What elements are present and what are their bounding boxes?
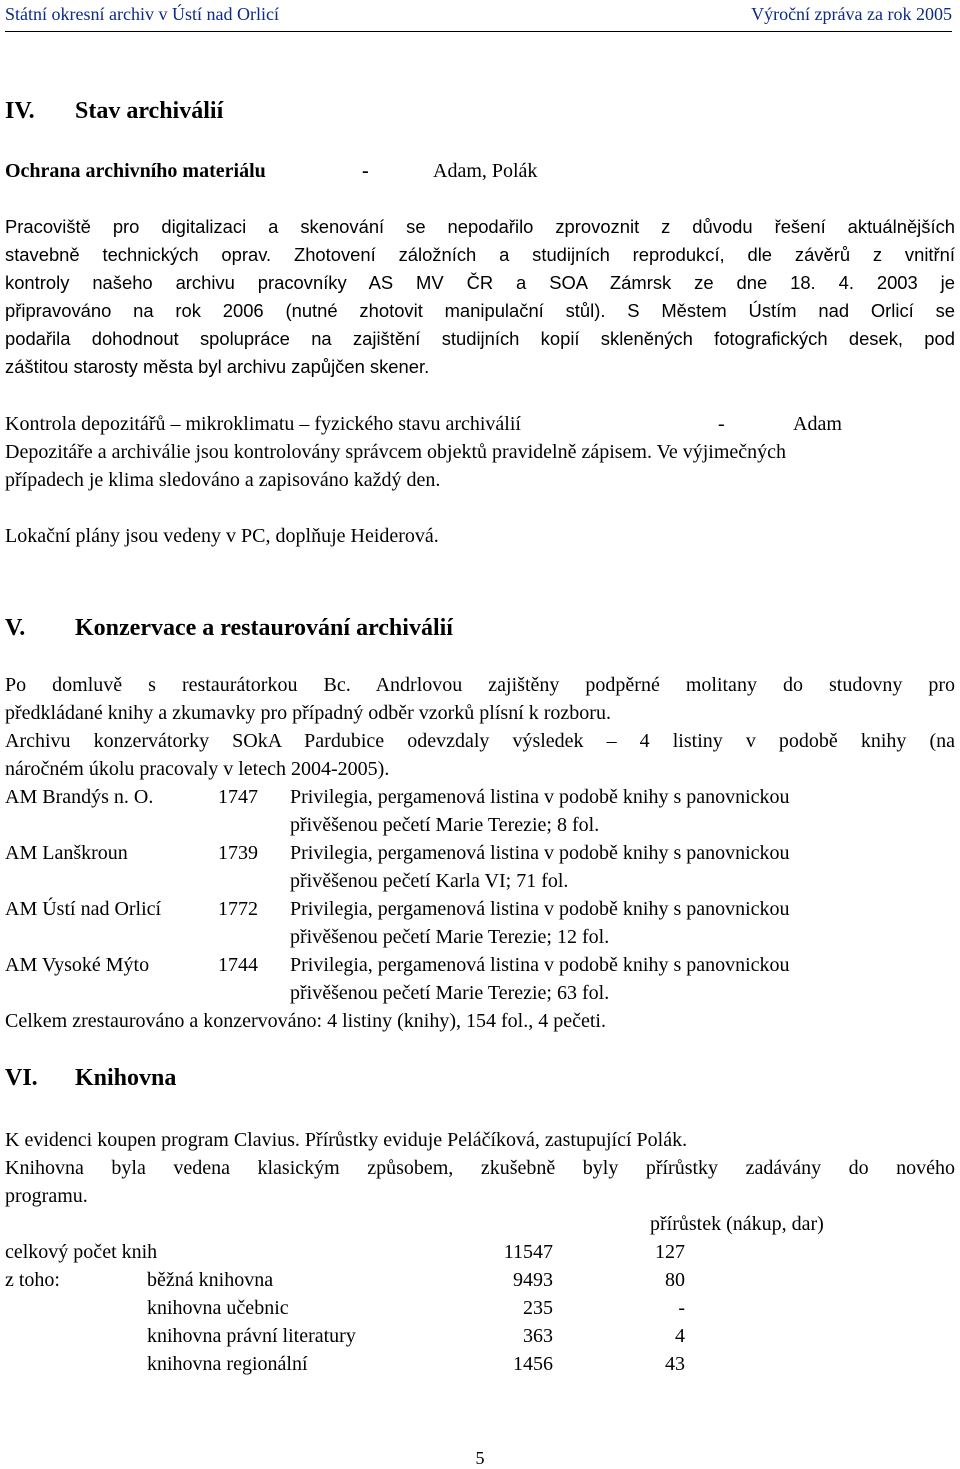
header-rule [5,31,952,32]
item-archive: AM Lanškroun [5,842,128,864]
paragraph-line: Pracoviště pro digitalizaci a skenování se nepodařilo zprovoznit z důvodu řešení aktuálnějších [5,216,955,237]
paragraph-line: K evidenci koupen program Clavius. Přírůstky eviduje Peláčíková, zastupující Polák. [5,1129,688,1151]
item-archive: AM Brandýs n. O. [5,786,154,808]
subsection-protection-people: Adam, Polák [433,160,538,182]
table-row-name: běžná knihovna [147,1269,274,1291]
paragraph-line: předkládané knihy a zkumavky pro případný odběr vzorků plísní k rozboru. [5,702,611,724]
item-description: Privilegia, pergamenová listina v podobě knihy s panovnickou [290,898,790,920]
section-6-number: VI. [5,1065,38,1091]
page-number: 5 [475,1448,485,1468]
section-5-heading [5,615,453,642]
paragraph-line: případech je klima sledováno a zapisováno každý den. [5,469,441,491]
paragraph-line: Depozitáře a archiválie jsou kontrolovány správcem objektů pravidelně zápisem. Ve výjimečných [5,441,787,463]
table-total-count: 11547 [503,1241,553,1263]
item-description: přivěšenou pečetí Marie Terezie; 63 fol. [290,982,610,1004]
table-row-name: knihovna právní literatury [147,1325,356,1347]
table-row-increment: 80 [665,1269,685,1291]
paragraph-line: Po domluvě s restaurátorkou Bc. Andrlovou zajištěny podpěrné molitany do studovny pro [5,674,955,696]
table-row-count: 9493 [513,1269,553,1291]
section-4-number: IV. [5,98,35,124]
paragraph-line: Lokační plány jsou vedeny v PC, doplňuje Heiderová. [5,525,439,547]
header-left-title: Státní okresní archiv v Ústí nad Orlicí [5,4,279,24]
subsection-protection-dash: - [362,160,369,182]
table-row-increment: - [678,1297,685,1319]
table-row-name: knihovna regionální [147,1353,308,1375]
item-year: 1744 [218,954,258,976]
item-year: 1772 [218,898,258,920]
subsection-depot-person: Adam [793,413,842,435]
item-description: přivěšenou pečetí Marie Terezie; 8 fol. [290,814,600,836]
section-4-title: Stav archiválií [75,98,224,124]
paragraph-line: Knihovna byla vedena klasickým způsobem, zkušebně byly přírůstky zadávány do nového [5,1157,955,1179]
table-row-count: 1456 [513,1353,553,1375]
section-6-title: Knihovna [75,1065,177,1091]
table-row-name: knihovna učebnic [147,1297,289,1319]
table-total-increment: 127 [655,1241,685,1263]
item-archive: AM Vysoké Mýto [5,954,150,976]
paragraph-line: záštitou starosty města byl archivu zapůjčen skener. [5,356,430,377]
paragraph-line: připravováno na rok 2006 (nutné zhotovit manipulační stůl). S Městem Ústím nad Orlicí se [5,300,955,321]
subsection-depot-title: Kontrola depozitářů – mikroklimatu – fyzického stavu archiválií [5,413,521,435]
item-year: 1739 [218,842,258,864]
table-row-count: 235 [523,1297,553,1319]
paragraph-line: programu. [5,1185,88,1207]
paragraph-line: stavebně technických oprav. Zhotovení záložních a studijních reprodukcí, dle závěrů z vnitřní [5,244,955,265]
table-row-increment: 4 [675,1325,685,1347]
section-5-title: Konzervace a restaurování archiválií [75,615,453,641]
restoration-total: Celkem zrestaurováno a konzervováno: 4 listiny (knihy), 154 fol., 4 pečeti. [5,1010,606,1032]
item-year: 1747 [218,786,258,808]
section-5-number: V. [5,615,26,641]
paragraph-line: náročném úkolu pracovaly v letech 2004-2005). [5,758,390,780]
item-description: přivěšenou pečetí Karla VI; 71 fol. [290,870,569,892]
item-description: Privilegia, pergamenová listina v podobě knihy s panovnickou [290,954,790,976]
item-description: přivěšenou pečetí Marie Terezie; 12 fol. [290,926,610,948]
item-description: Privilegia, pergamenová listina v podobě knihy s panovnickou [290,786,790,808]
section-4-heading [5,98,223,125]
table-column-header: přírůstek (nákup, dar) [650,1213,824,1235]
paragraph-line: Archivu konzervátorky SOkA Pardubice odevzdaly výsledek – 4 listiny v podobě knihy (na [5,730,955,752]
table-total-label: celkový počet knih [5,1241,158,1263]
subsection-depot-dash: - [718,413,725,435]
item-description: Privilegia, pergamenová listina v podobě knihy s panovnickou [290,842,790,864]
table-prefix: z toho: [5,1269,60,1291]
table-row-count: 363 [523,1325,553,1347]
paragraph-line: kontroly našeho archivu pracovníky AS MV ČR a SOA Zámrsk ze dne 18. 4. 2003 je [5,272,955,293]
paragraph-line: podařila dohodnout spolupráce na zajištění studijních kopií skleněných fotografických desek, pod [5,328,955,349]
table-row-increment: 43 [665,1353,685,1375]
section-6-heading [5,1065,176,1092]
header-right-title: Výroční zpráva za rok 2005 [751,4,952,24]
item-archive: AM Ústí nad Orlicí [5,898,162,920]
subsection-protection-title: Ochrana archivního materiálu [5,160,266,182]
